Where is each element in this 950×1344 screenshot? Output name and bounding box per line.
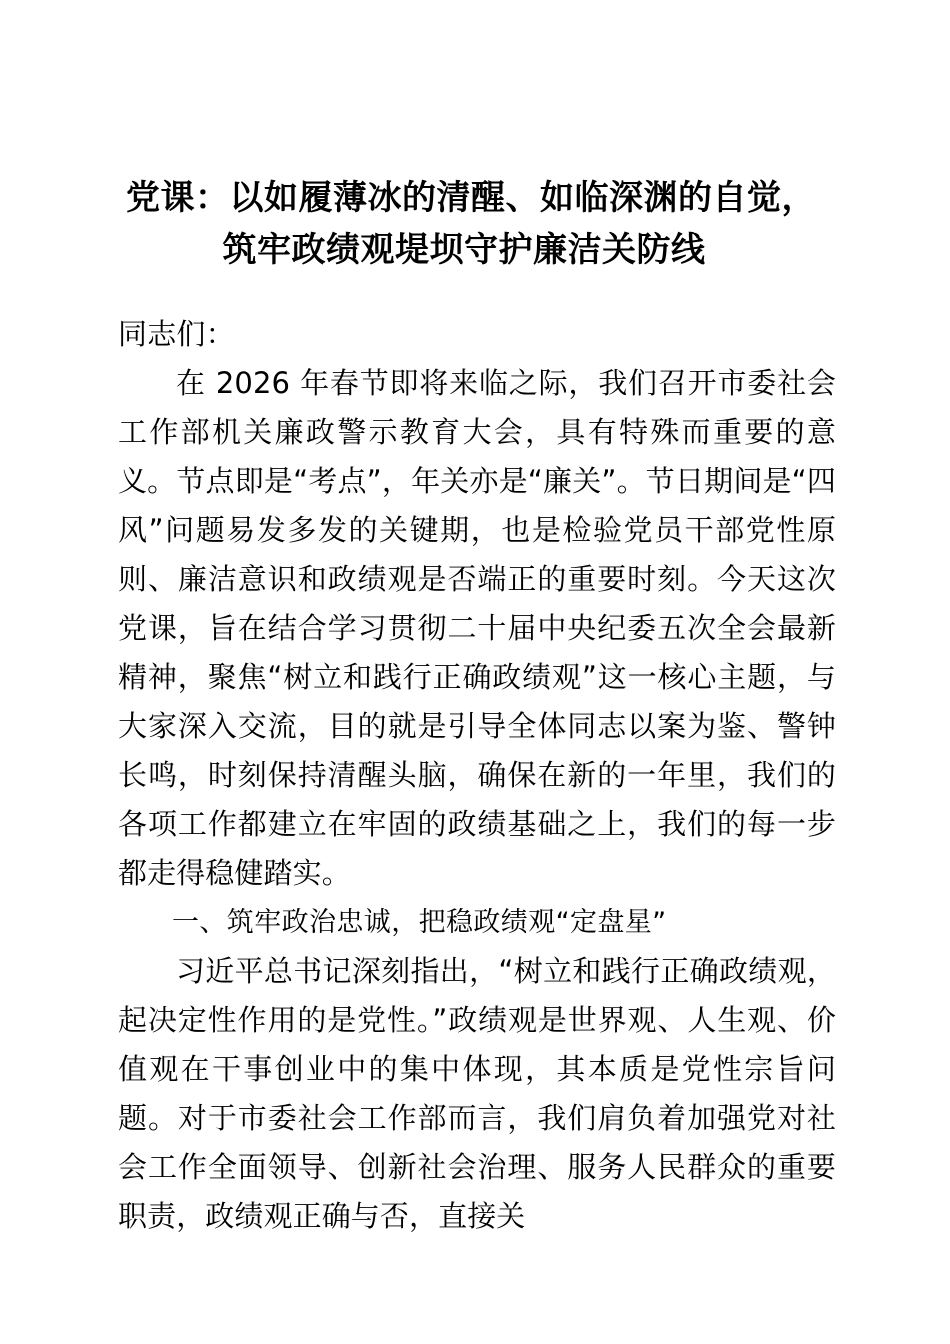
page-title <box>118 0 836 276</box>
section-heading-1: 一、筑牢政治忠诚，把稳政绩观“定盘星” <box>172 907 667 938</box>
salutation: 同志们： <box>118 317 235 351</box>
document-body <box>118 0 836 1241</box>
title-line-2: 筑牢政绩观堤坝守护廉洁关防线 <box>222 230 706 270</box>
title-line-1: 党课：以如履薄冰的清醒、如临深渊的自觉， <box>126 178 816 218</box>
body-paragraph-1: 在 2026 年春节即将来临之际，我们召开市委社会工作部机关廉政警示教育大会，具有特殊而重要的意义。节点即是“考点”，年关亦是“廉关”。节日期间是“四风”问题易发多发的关键期，也是检验党员干部党性原则、廉洁意识和政绩观是否端正的重要时刻。今天这次党课，旨在结合学习贯彻二十届中央纪委五次全会最新精神，聚焦“树立和践行正确政绩观”这一核心主题，与大家深入交流，目的就是引导全体同志以案为鉴、警钟长鸣，时刻保持清醒头脑，确保在新的一年里，我们的各项工作都建立在牢固的政绩基础之上，我们的每一步都走得稳健踏实。 <box>118 366 836 890</box>
body-paragraph-2: 习近平总书记深刻指出，“树立和践行正确政绩观，起决定性作用的是党性。”政绩观是世界观、人生观、价值观在干事创业中的集中体现，其本质是党性宗旨问题。对于市委社会工作部而言，我们肩负着加强党对社会工作全面领导、创新社会治理、服务人民群众的重要职责，政绩观正确与否，直接关 <box>118 954 836 1233</box>
